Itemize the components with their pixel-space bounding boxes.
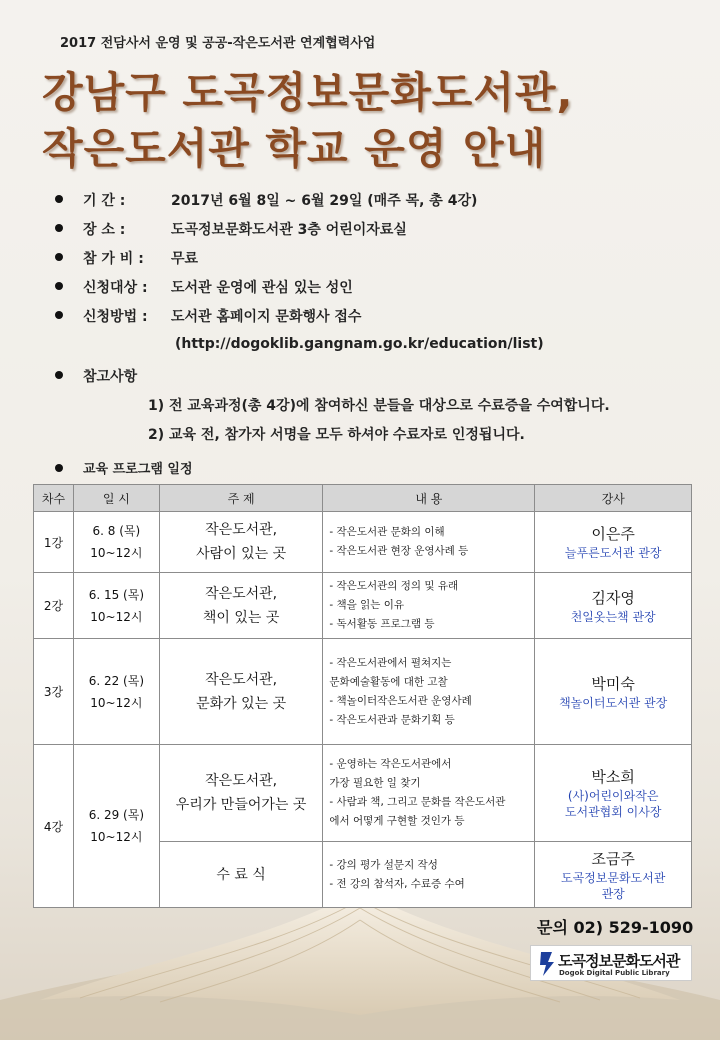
lecturer-role: 도곡정보문화도서관 <box>561 870 666 885</box>
lecturer-name: 박미숙 <box>591 674 635 693</box>
notes-label: 참고사항 <box>83 369 138 385</box>
content-item: 에서 어떻게 구현할 것인가 등 <box>329 815 465 827</box>
content-item: - 작은도서관에서 펼쳐지는 <box>329 656 452 669</box>
lecturer-name: 이은주 <box>591 525 635 543</box>
content-item: 가장 필요한 일 찾기 <box>329 777 421 789</box>
content-item: - 독서활동 프로그램 등 <box>329 618 435 630</box>
column-header: 일 시 <box>73 485 159 512</box>
content-item: 문화예술활동에 대한 고찰 <box>329 675 448 688</box>
table-row <box>34 512 692 573</box>
session-content <box>323 573 535 639</box>
bullet-icon <box>55 464 63 472</box>
content-item: - 작은도서관 현장 운영사례 등 <box>329 545 469 557</box>
topic-line: 사람이 있는 곳 <box>196 546 287 562</box>
session-date: 6. 8 (목) <box>92 524 141 538</box>
session-lecturer <box>535 512 692 573</box>
apply-url-link[interactable]: (http://dogoklib.gangnam.go.kr/education/list) <box>175 336 544 352</box>
session-datetime <box>73 745 159 908</box>
session-date: 6. 15 (목) <box>88 587 145 602</box>
bullet-icon <box>55 311 63 319</box>
info-value: 도서관 운영에 관심 있는 성인 <box>171 280 353 296</box>
bullet-icon <box>55 253 63 261</box>
session-content <box>323 842 535 908</box>
topic-line: 작은도서관, <box>205 671 278 688</box>
info-place <box>55 219 407 239</box>
topic-line: 책이 있는 곳 <box>202 609 280 626</box>
session-date: 6. 22 (목) <box>88 673 145 688</box>
session-content <box>323 512 535 573</box>
session-content <box>323 639 535 745</box>
bullet-icon <box>55 195 63 203</box>
session-time: 10~12시 <box>90 546 143 560</box>
session-topic <box>159 512 323 573</box>
topic-line: 작은도서관, <box>205 522 278 538</box>
notes-heading <box>55 366 137 386</box>
session-topic <box>159 745 323 842</box>
lecturer-name: 조금주 <box>591 849 635 868</box>
table-row <box>34 745 692 842</box>
session-lecturer <box>535 745 692 842</box>
lecturer-role: (사)어린이와작은 <box>567 789 659 803</box>
schedule-table <box>33 484 692 908</box>
info-label: 기 간 : <box>83 193 126 209</box>
session-time: 10~12시 <box>90 695 143 710</box>
info-value: 무료 <box>171 251 199 267</box>
info-target <box>55 277 353 297</box>
content-item: - 작은도서관의 정의 및 유래 <box>329 580 459 592</box>
info-value: 도곡정보문화도서관 3층 어린이자료실 <box>171 222 407 238</box>
info-label: 참 가 비 : <box>83 251 144 267</box>
session-number: 1강 <box>34 512 74 573</box>
content-item: - 작은도서관과 문화기획 등 <box>329 713 455 726</box>
subtitle: 2017 전담사서 운영 및 공공-작은도서관 연계협력사업 <box>60 36 376 51</box>
content-item: - 책놀이터작은도서관 운영사례 <box>329 694 472 707</box>
bullet-icon <box>55 371 63 379</box>
session-date: 6. 29 (목) <box>88 808 145 822</box>
session-topic <box>159 842 323 908</box>
content-item: - 책을 읽는 이유 <box>329 599 405 611</box>
topic-line: 작은도서관, <box>205 773 278 789</box>
session-time: 10~12시 <box>90 830 143 844</box>
library-logo <box>530 945 692 981</box>
session-lecturer <box>535 573 692 639</box>
content-item: - 작은도서관 문화의 이해 <box>329 526 445 538</box>
session-content <box>323 745 535 842</box>
session-datetime <box>73 573 159 639</box>
bullet-icon <box>55 282 63 290</box>
lecturer-name: 박소희 <box>591 768 635 786</box>
page-title-line2: 작은도서관 학교 운영 안내 <box>42 124 547 173</box>
schedule-label: 교육 프로그램 일정 <box>83 462 193 477</box>
info-label: 신청방법 : <box>83 309 148 325</box>
contact-phone: 문의 02) 529-1090 <box>537 918 694 937</box>
session-topic <box>159 573 323 639</box>
content-item: - 강의 평가 설문지 작성 <box>329 858 438 871</box>
info-label: 장 소 : <box>83 222 126 238</box>
note-item: 1) 전 교육과정(총 4강)에 참여하신 분들을 대상으로 수료증을 수여합니다. <box>148 398 610 414</box>
info-fee <box>55 248 198 268</box>
info-apply <box>55 306 361 326</box>
lecturer-role: 도서관협회 이사장 <box>564 805 662 819</box>
session-number: 4강 <box>34 745 74 908</box>
info-value: 도서관 홈페이지 문화행사 접수 <box>171 309 362 325</box>
page-title-line1: 강남구 도곡정보문화도서관, <box>42 68 574 117</box>
lecturer-role: 천일옷는책 관장 <box>570 609 656 624</box>
table-header-row <box>34 485 692 512</box>
content-item: - 운영하는 작은도서관에서 <box>329 758 452 770</box>
logo-english: Dogok Digital Public Library <box>559 969 670 977</box>
topic-line: 우리가 만들어가는 곳 <box>175 797 307 813</box>
session-lecturer <box>535 842 692 908</box>
topic-line: 작은도서관, <box>205 585 278 602</box>
info-value: 2017년 6월 8일 ~ 6월 29일 (매주 목, 총 4강) <box>171 193 478 209</box>
column-header: 강사 <box>535 485 692 512</box>
note-item: 2) 교육 전, 참가자 서명을 모두 하셔야 수료자로 인정됩니다. <box>148 427 525 443</box>
content-item: - 사람과 책, 그리고 문화를 작은도서관 <box>329 796 506 808</box>
session-lecturer <box>535 639 692 745</box>
schedule-heading <box>55 458 193 477</box>
column-header: 내 용 <box>323 485 535 512</box>
info-period <box>55 190 477 210</box>
session-number: 2강 <box>34 573 74 639</box>
lecturer-role: 관장 <box>601 886 625 901</box>
session-time: 10~12시 <box>90 609 143 624</box>
info-label: 신청대상 : <box>83 280 148 296</box>
topic-line: 수 료 식 <box>216 866 266 883</box>
session-datetime <box>73 639 159 745</box>
topic-line: 문화가 있는 곳 <box>196 695 287 712</box>
bullet-icon <box>55 224 63 232</box>
session-topic <box>159 639 323 745</box>
column-header: 차수 <box>34 485 74 512</box>
library-mark-icon <box>537 950 557 978</box>
table-row <box>34 639 692 745</box>
lecturer-role: 늘푸른도서관 관장 <box>564 546 662 560</box>
session-datetime <box>73 512 159 573</box>
logo-korean: 도곡정보문화도서관 <box>558 952 680 970</box>
lecturer-role: 책놀이터도서관 관장 <box>559 695 668 710</box>
lecturer-name: 김자영 <box>591 588 635 607</box>
content-item: - 전 강의 참석자, 수료증 수여 <box>329 877 465 890</box>
table-row <box>34 573 692 639</box>
column-header: 주 제 <box>159 485 323 512</box>
session-number: 3강 <box>34 639 74 745</box>
